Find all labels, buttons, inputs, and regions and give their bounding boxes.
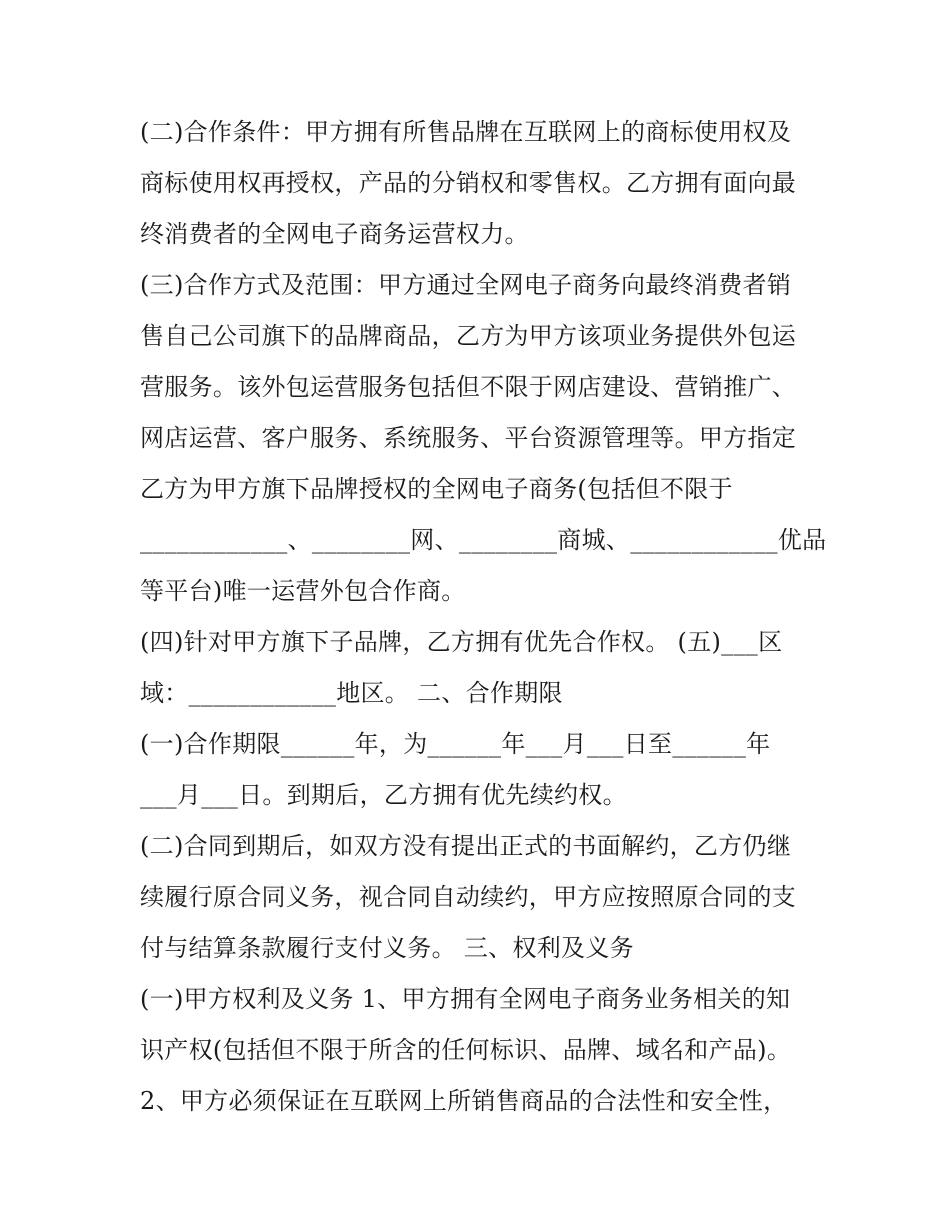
text-line: 等平台)唯一运营外包合作商。	[140, 577, 466, 605]
text-line: 商标使用权再授权，产品的分销权和零售权。乙方拥有面向最	[140, 169, 797, 197]
text-line: (一)合作期限______年，为______年___月___日至______年	[140, 730, 771, 758]
text-line: (三)合作方式及范围：甲方通过全网电子商务向最终消费者销	[140, 271, 792, 299]
text-line: 营服务。该外包运营服务包括但不限于网店建设、营销推广、	[140, 373, 797, 401]
text-line: 2、甲方必须保证在互联网上所销售商品的合法性和安全性，	[140, 1087, 788, 1115]
text-line: (四)针对甲方旗下子品牌，乙方拥有优先合作权。 (五)___区	[140, 628, 783, 656]
text-line: ____________、________网、________商城、____________优品	[140, 526, 827, 554]
text-line: 终消费者的全网电子商务运营权力。	[140, 220, 529, 248]
text-line: 网店运营、客户服务、系统服务、平台资源管理等。甲方指定	[140, 424, 797, 452]
text-line: 域：____________地区。 二、合作期限	[140, 679, 563, 707]
text-line: 乙方为甲方旗下品牌授权的全网电子商务(包括但不限于	[140, 475, 733, 503]
text-line: 付与结算条款履行支付义务。 三、权利及义务	[140, 934, 634, 962]
text-line: 售自己公司旗下的品牌商品，乙方为甲方该项业务提供外包运	[140, 322, 797, 350]
text-line: 续履行原合同义务，视合同自动续约，甲方应按照原合同的支	[140, 883, 797, 911]
text-line: (二)合同到期后，如双方没有提出正式的书面解约，乙方仍继	[140, 832, 792, 860]
document-body	[140, 107, 827, 1127]
text-line: (一)甲方权利及义务 1、甲方拥有全网电子商务业务相关的知	[140, 985, 791, 1013]
text-line: ___月___日。到期后，乙方拥有优先续约权。	[140, 781, 627, 809]
text-line: (二)合作条件：甲方拥有所售品牌在互联网上的商标使用权及	[140, 118, 792, 146]
text-line: 识产权(包括但不限于所含的任何标识、品牌、域名和产品)。	[140, 1036, 792, 1064]
